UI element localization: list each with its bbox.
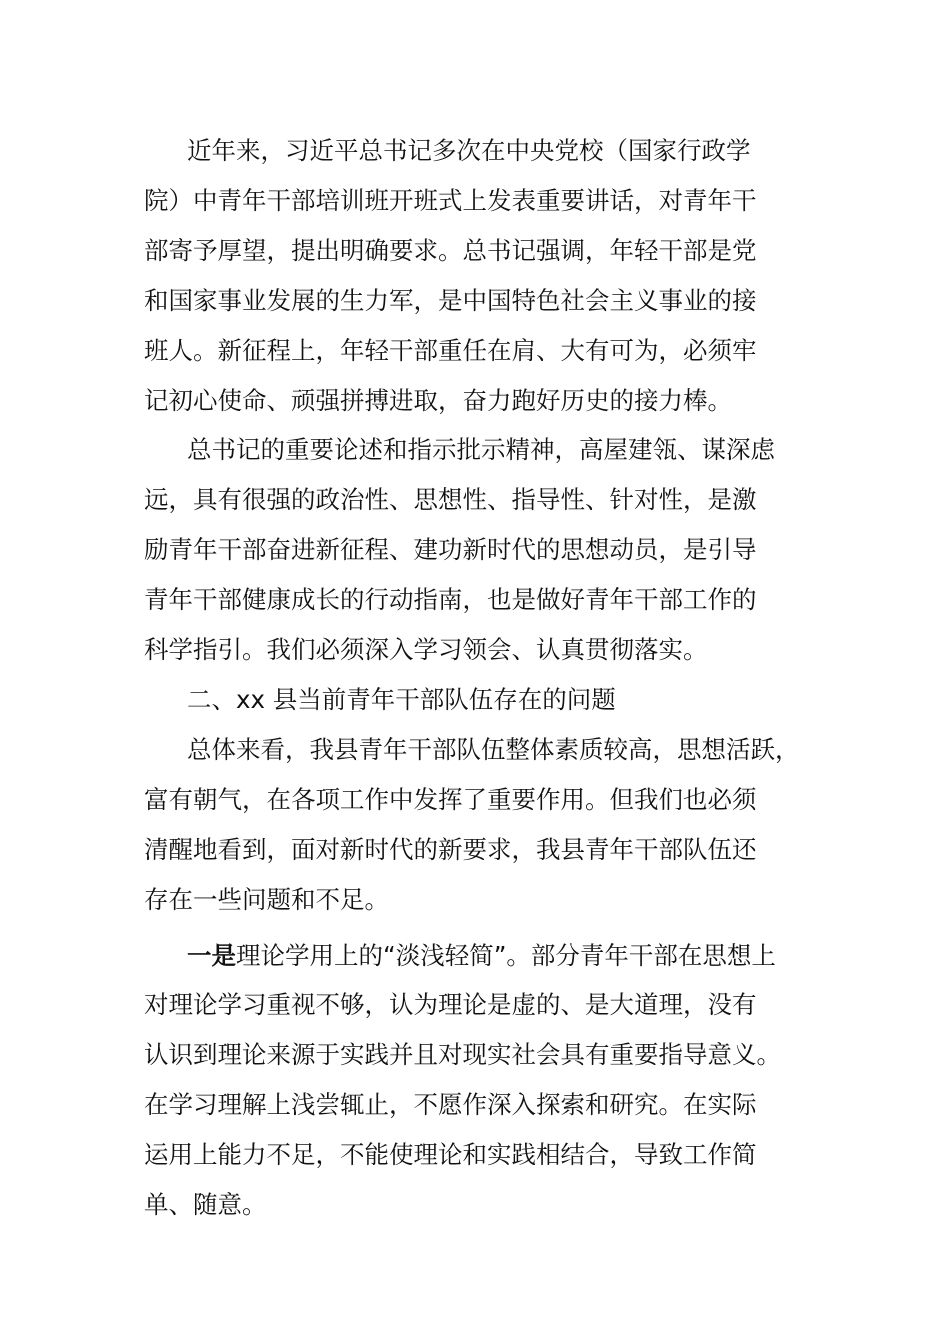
paragraph-problem-one (144, 931, 824, 1230)
text-line: 在学习理解上浅尝辄止，不愿作深入探索和研究。在实际 (144, 1090, 757, 1120)
text-line: 存在一些问题和不足。 (144, 884, 389, 914)
section-heading (144, 675, 824, 725)
text-line: 认识到理论来源于实践并且对现实社会具有重要指导意义。 (144, 1040, 781, 1070)
document-body (144, 126, 824, 1230)
text-line: 总体来看，我县青年干部队伍整体素质较高，思想活跃， (187, 734, 800, 764)
text-line (144, 931, 824, 981)
text-line: 运用上能力不足，不能使理论和实践相结合，导致工作简 (144, 1140, 757, 1170)
text-line: 和国家事业发展的生力军，是中国特色社会主义事业的接 (144, 285, 757, 315)
text-line: 单、随意。 (144, 1190, 267, 1220)
text-line: 远，具有很强的政治性、思想性、指导性、针对性，是激 (144, 485, 757, 515)
text-line: 清醒地看到，面对新时代的新要求，我县青年干部队伍还 (144, 834, 757, 864)
text-line: 部寄予厚望，提出明确要求。总书记强调，年轻干部是党 (144, 235, 757, 265)
text-line: 对理论学习重视不够，认为理论是虚的、是大道理，没有 (144, 990, 757, 1020)
text-line: 励青年干部奋进新征程、建功新时代的思想动员，是引导 (144, 535, 757, 565)
paragraph-intro (144, 126, 824, 425)
text-fragment: 理论学用上的“淡浅轻简”。部分青年干部在思想上 (236, 940, 776, 970)
text-line: 科学指引。我们必须深入学习领会、认真贯彻落实。 (144, 635, 708, 665)
text-line: 记初心使命、顽强拼搏进取，奋力跑好历史的接力棒。 (144, 385, 732, 415)
heading-text: 二、xx 县当前青年干部队伍存在的问题 (187, 684, 616, 714)
text-line: 总书记的重要论述和指示批示精神，高屋建瓴、谋深虑 (187, 435, 775, 465)
text-line: 近年来，习近平总书记多次在中央党校（国家行政学 (187, 136, 751, 165)
text-line: 班人。新征程上，年轻干部重任在肩、大有可为，必须牢 (144, 335, 757, 365)
text-line: 青年干部健康成长的行动指南，也是做好青年干部工作的 (144, 585, 757, 615)
text-line: 富有朝气，在各项工作中发挥了重要作用。但我们也必须 (144, 784, 757, 814)
lead-phrase: 一是 (187, 940, 236, 970)
text-line: 院）中青年干部培训班开班式上发表重要讲话，对青年干 (144, 185, 757, 215)
paragraph-overview (144, 725, 824, 925)
paragraph-guidance (144, 425, 824, 675)
